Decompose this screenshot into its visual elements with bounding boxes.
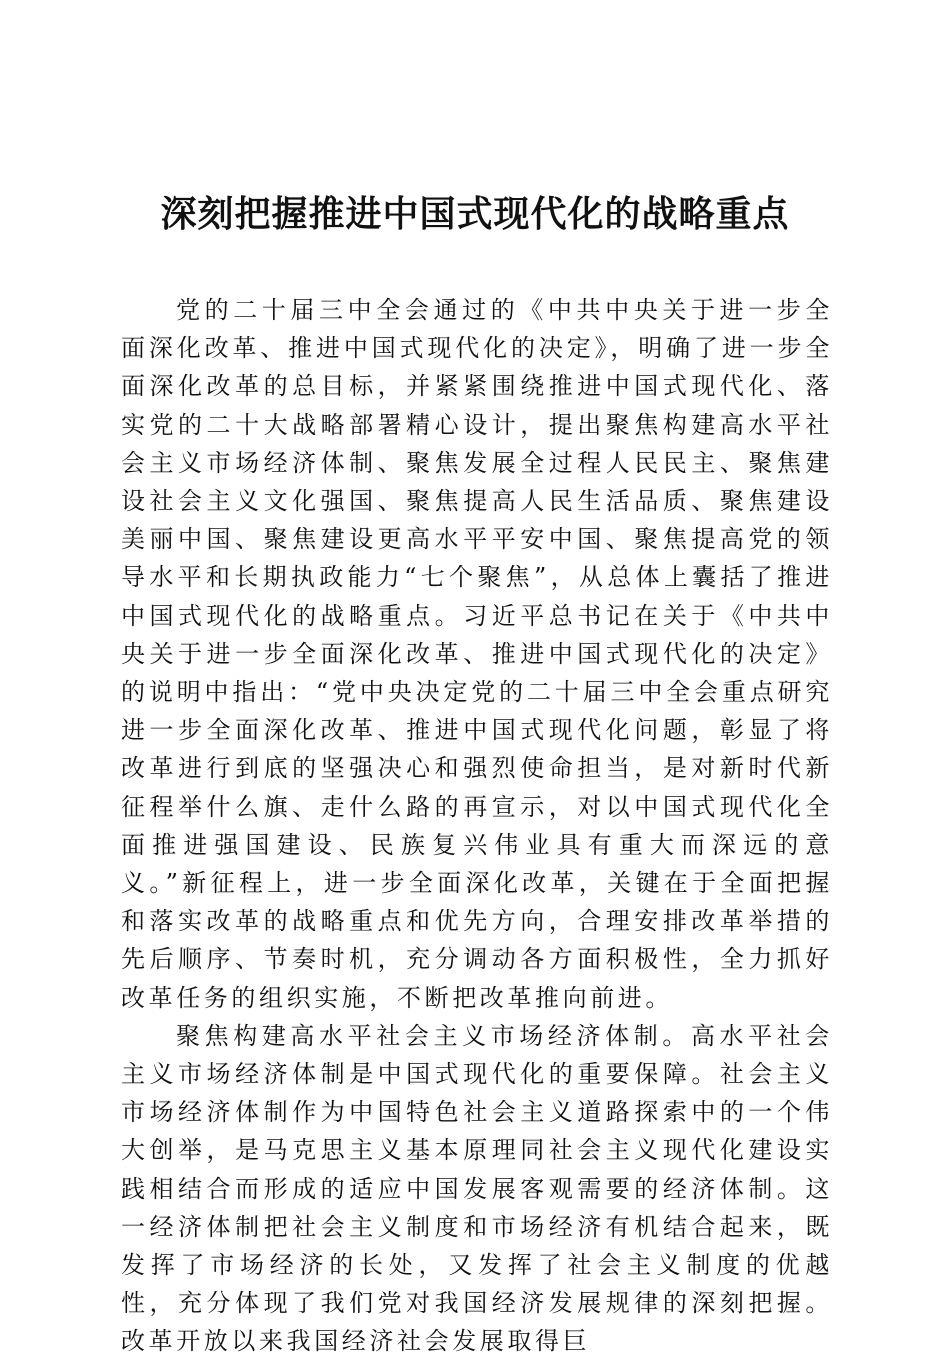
document-title: 深刻把握推进中国式现代化的战略重点: [160, 193, 790, 235]
document-body: [121, 291, 833, 1361]
paragraph-intro: 党的二十届三中全会通过的《中共中央关于进一步全面深化改革、推进中国式现代化的决定》，明确了进一步全面深化改革的总目标，并紧紧围绕推进中国式现代化、落实党的二十大战略部署精心设计，提出聚焦构建高水平社会主义市场经济体制、聚焦发展全过程人民民主、聚焦建设社会主义文化强国、聚焦提高人民生活品质、聚焦建设美丽中国、聚焦建设更高水平平安中国、聚焦提高党的领导水平和长期执政能力“七个聚焦”，从总体上囊括了推进中国式现代化的战略重点。习近平总书记在关于《中共中央关于进一步全面深化改革、推进中国式现代化的决定》的说明中指出：“党中央决定党的二十届三中全会重点研究进一步全面深化改革、推进中国式现代化问题，彰显了将改革进行到底的坚强决心和强烈使命担当，是对新时代新征程举什么旗、走什么路的再宣示，对以中国式现代化全面推进强国建设、民族复兴伟业具有重大而深远的意义。”新征程上，进一步全面深化改革，关键在于全面把握和落实改革的战略重点和优先方向，合理安排改革举措的先后顺序、节奏时机，充分调动各方面积极性，全力抓好改革任务的组织实施，不断把改革推向前进。: [121, 296, 833, 1012]
paragraph-market-economy: 聚焦构建高水平社会主义市场经济体制。高水平社会主义市场经济体制是中国式现代化的重要保障。社会主义市场经济体制作为中国特色社会主义道路探索中的一个伟大创举，是马克思主义基本原理同社会主义现代化建设实践相结合而形成的适应中国发展客观需要的经济体制。这一经济体制把社会主义制度和市场经济有机结合起来，既发挥了市场经济的长处，又发挥了社会主义制度的优越性，充分体现了我们党对我国经济发展规律的深刻把握。改革开放以来我国经济社会发展取得巨: [121, 1021, 833, 1356]
